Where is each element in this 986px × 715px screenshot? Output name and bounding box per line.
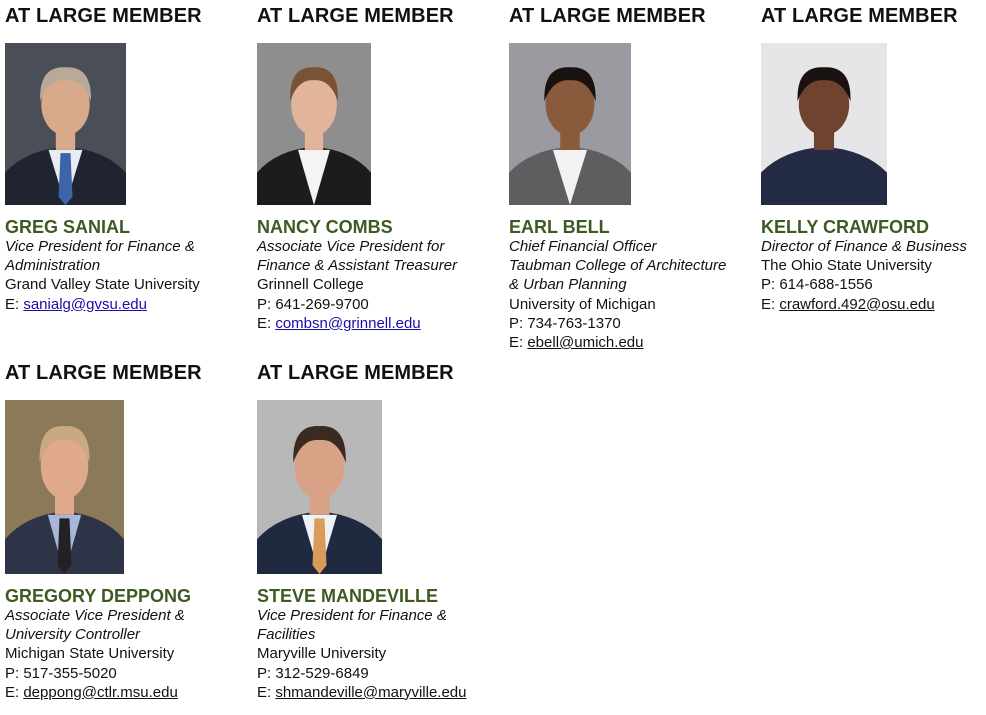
member-card	[509, 0, 749, 352]
member-photo	[5, 400, 124, 574]
member-heading: AT LARGE MEMBER	[761, 5, 958, 27]
member-phone: 641-269-9700	[275, 295, 369, 313]
member-email-link[interactable]: deppong@ctlr.msu.edu	[23, 683, 178, 701]
member-email-line: E: combsn@grinnell.edu	[257, 314, 421, 332]
member-phone-line: P: 734-763-1370	[509, 314, 621, 332]
member-name: NANCY COMBS	[257, 217, 393, 237]
member-phone-line: P: 517-355-5020	[5, 664, 117, 682]
member-phone-line: P: 614-688-1556	[761, 276, 873, 294]
member-heading: AT LARGE MEMBER	[5, 5, 202, 27]
member-title: Chief Financial Officer Taubman College of Architecture & Urban Planning	[509, 238, 727, 294]
member-heading: AT LARGE MEMBER	[509, 5, 706, 27]
member-title: Associate Vice President & University Controller	[5, 607, 185, 644]
member-name: KELLY CRAWFORD	[761, 217, 930, 237]
member-email-link[interactable]: ebell@umich.edu	[527, 334, 644, 352]
member-card	[257, 357, 497, 702]
member-email-line: E: shmandeville@maryville.edu	[257, 683, 467, 701]
member-phone: 614-688-1556	[779, 276, 873, 294]
photo-tie	[59, 153, 73, 205]
member-photo	[257, 43, 371, 205]
member-phone-line: P: 641-269-9700	[257, 295, 369, 313]
member-name: EARL BELL	[509, 217, 610, 237]
member-institution: Grand Valley State University	[5, 276, 200, 294]
member-heading: AT LARGE MEMBER	[257, 362, 454, 384]
member-phone: 734-763-1370	[527, 314, 621, 332]
member-title: Vice President for Finance & Administration	[5, 238, 195, 275]
member-email-line: E: sanialg@gvsu.edu	[5, 295, 147, 313]
member-heading: AT LARGE MEMBER	[257, 5, 454, 27]
member-heading: AT LARGE MEMBER	[5, 362, 202, 384]
member-institution: University of Michigan	[509, 295, 656, 313]
member-title: Vice President for Finance & Facilities	[257, 607, 447, 644]
member-email-line: E: crawford.492@osu.edu	[761, 295, 935, 313]
member-email-link[interactable]: shmandeville@maryville.edu	[275, 683, 467, 701]
member-title: Associate Vice President for Finance & Assistant Treasurer	[257, 238, 458, 275]
member-institution: The Ohio State University	[761, 257, 932, 275]
member-name: GREG SANIAL	[5, 217, 131, 237]
member-phone-line: P: 312-529-6849	[257, 664, 369, 682]
member-card	[257, 0, 497, 333]
member-email-link[interactable]: crawford.492@osu.edu	[779, 295, 935, 313]
member-institution: Grinnell College	[257, 276, 364, 294]
member-institution: Michigan State University	[5, 645, 175, 663]
member-photo	[257, 400, 382, 574]
member-email-link[interactable]: combsn@grinnell.edu	[275, 314, 421, 332]
member-email-link[interactable]: sanialg@gvsu.edu	[23, 295, 147, 313]
member-phone: 312-529-6849	[275, 664, 369, 682]
member-institution: Maryville University	[257, 645, 387, 663]
member-email-line: E: ebell@umich.edu	[509, 334, 644, 352]
member-name: STEVE MANDEVILLE	[257, 586, 439, 606]
member-photo	[5, 43, 126, 205]
member-phone: 517-355-5020	[23, 664, 117, 682]
member-title: Director of Finance & Business	[761, 238, 967, 255]
member-card	[761, 0, 986, 314]
member-card	[5, 0, 245, 314]
member-card	[5, 357, 245, 702]
member-name: GREGORY DEPPONG	[5, 586, 192, 606]
member-email-line: E: deppong@ctlr.msu.edu	[5, 683, 178, 701]
member-photo	[761, 43, 887, 205]
photo-tie	[58, 518, 72, 574]
member-photo	[509, 43, 631, 205]
photo-tie	[313, 518, 327, 574]
